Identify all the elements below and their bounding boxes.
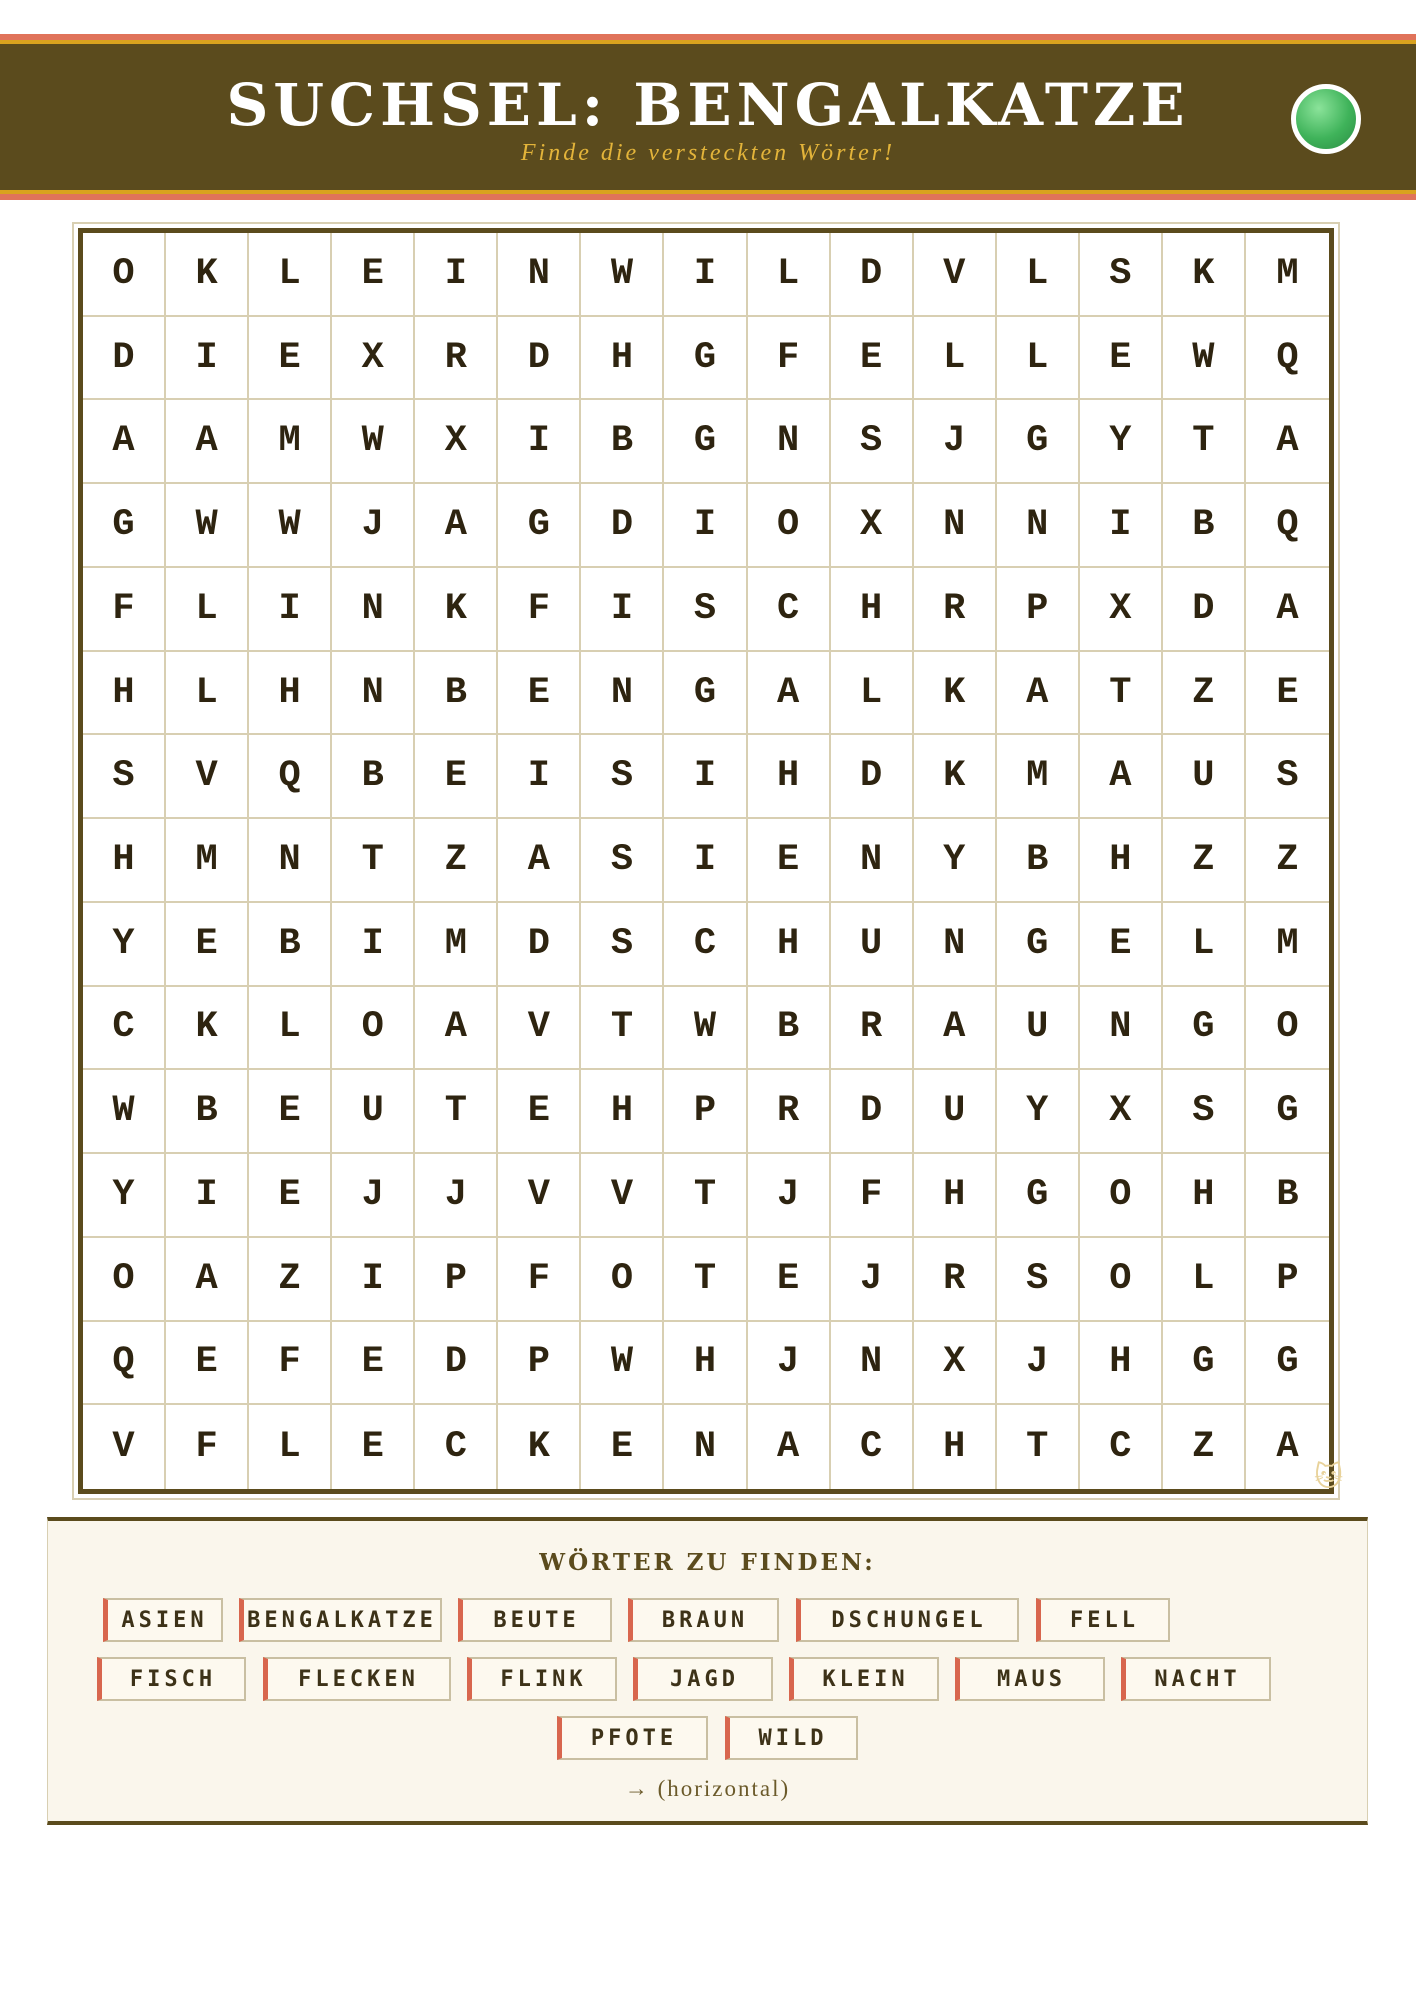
grid-cell[interactable]: M — [1246, 233, 1329, 317]
grid-cell[interactable]: S — [581, 735, 664, 819]
grid-cell[interactable]: U — [1163, 735, 1246, 819]
grid-cell[interactable]: H — [914, 1154, 997, 1238]
grid-cell[interactable]: L — [1163, 903, 1246, 987]
grid-cell[interactable]: E — [1080, 317, 1163, 401]
grid-cell[interactable]: I — [498, 735, 581, 819]
grid-cell[interactable]: I — [332, 1238, 415, 1322]
grid-cell[interactable]: E — [415, 735, 498, 819]
word-tag: DSCHUNGEL — [796, 1598, 1019, 1642]
grid-cell[interactable]: S — [581, 819, 664, 903]
grid-cell[interactable]: E — [748, 1238, 831, 1322]
grid-cell[interactable]: E — [748, 819, 831, 903]
grid-cell[interactable]: M — [415, 903, 498, 987]
grid-cell[interactable]: T — [332, 819, 415, 903]
grid-cell[interactable]: K — [415, 568, 498, 652]
grid-cell[interactable]: N — [1080, 987, 1163, 1071]
grid-cell[interactable]: Q — [1246, 484, 1329, 568]
grid-cell[interactable]: E — [332, 233, 415, 317]
grid-cell[interactable]: N — [748, 400, 831, 484]
grid-cell[interactable]: G — [997, 903, 1080, 987]
grid-cell[interactable]: H — [748, 735, 831, 819]
grid-cell[interactable]: G — [1163, 987, 1246, 1071]
word-tag: JAGD — [633, 1657, 773, 1701]
grid-cell[interactable]: N — [332, 568, 415, 652]
word-tag: WILD — [725, 1716, 858, 1760]
grid-cell[interactable]: R — [914, 1238, 997, 1322]
grid-cell[interactable]: B — [997, 819, 1080, 903]
grid-cell[interactable]: N — [664, 1405, 747, 1489]
grid-cell[interactable]: I — [166, 1154, 249, 1238]
grid-cell[interactable]: J — [914, 400, 997, 484]
grid-cell[interactable]: E — [332, 1405, 415, 1489]
grid-cell[interactable]: I — [664, 233, 747, 317]
grid-cell[interactable]: L — [166, 568, 249, 652]
grid-cell[interactable]: P — [664, 1070, 747, 1154]
grid-cell[interactable]: C — [1080, 1405, 1163, 1489]
grid-cell[interactable]: G — [997, 400, 1080, 484]
grid-cell[interactable]: V — [581, 1154, 664, 1238]
grid-cell[interactable]: R — [914, 568, 997, 652]
grid-cell[interactable]: W — [581, 233, 664, 317]
grid-cell[interactable]: I — [581, 568, 664, 652]
grid-cell[interactable]: E — [498, 1070, 581, 1154]
grid-cell[interactable]: J — [415, 1154, 498, 1238]
grid-cell[interactable]: I — [498, 400, 581, 484]
grid-cell[interactable]: I — [415, 233, 498, 317]
grid-cell[interactable]: E — [581, 1405, 664, 1489]
grid-cell[interactable]: G — [1246, 1322, 1329, 1406]
grid-cell[interactable]: I — [1080, 484, 1163, 568]
grid-cell[interactable]: G — [997, 1154, 1080, 1238]
grid-cell[interactable]: N — [914, 903, 997, 987]
grid-cell[interactable]: I — [332, 903, 415, 987]
grid-cell[interactable]: B — [249, 903, 332, 987]
grid-cell[interactable]: O — [748, 484, 831, 568]
grid-cell[interactable]: S — [581, 903, 664, 987]
grid-cell[interactable]: R — [415, 317, 498, 401]
grid-cell[interactable]: S — [997, 1238, 1080, 1322]
grid-cell[interactable]: X — [831, 484, 914, 568]
grid-cell[interactable]: J — [997, 1322, 1080, 1406]
grid-cell[interactable]: D — [498, 317, 581, 401]
grid-cell[interactable]: N — [581, 652, 664, 736]
grid-cell[interactable]: R — [831, 987, 914, 1071]
grid-cell[interactable]: A — [415, 484, 498, 568]
grid-cell[interactable]: T — [581, 987, 664, 1071]
grid-cell[interactable]: I — [249, 568, 332, 652]
word-tag: FISCH — [97, 1657, 246, 1701]
grid-cell[interactable]: K — [914, 652, 997, 736]
grid-cell[interactable]: G — [1163, 1322, 1246, 1406]
grid-cell[interactable]: F — [748, 317, 831, 401]
word-tag: KLEIN — [789, 1657, 939, 1701]
grid-cell[interactable]: E — [831, 317, 914, 401]
grid-cell[interactable]: N — [332, 652, 415, 736]
grid-cell[interactable]: A — [166, 400, 249, 484]
word-tag: MAUS — [955, 1657, 1105, 1701]
grid-cell[interactable]: L — [997, 317, 1080, 401]
grid-cell[interactable]: E — [249, 317, 332, 401]
grid-cell[interactable]: A — [498, 819, 581, 903]
grid-cell[interactable]: Y — [914, 819, 997, 903]
grid-cell[interactable]: W — [249, 484, 332, 568]
grid-cell[interactable]: Z — [1163, 1405, 1246, 1489]
grid-cell[interactable]: U — [914, 1070, 997, 1154]
grid-cell[interactable]: F — [498, 568, 581, 652]
grid-cell[interactable]: E — [166, 903, 249, 987]
grid-cell[interactable]: N — [914, 484, 997, 568]
grid-cell[interactable]: A — [1080, 735, 1163, 819]
grid-cell[interactable]: J — [332, 484, 415, 568]
word-tag: ASIEN — [103, 1598, 223, 1642]
grid-cell[interactable]: N — [249, 819, 332, 903]
grid-cell[interactable]: A — [914, 987, 997, 1071]
grid-cell[interactable]: B — [581, 400, 664, 484]
cat-icon: 🐱 — [1314, 1460, 1344, 1493]
grid-cell[interactable]: I — [664, 484, 747, 568]
grid-cell[interactable]: Z — [1163, 819, 1246, 903]
grid-cell[interactable]: S — [1246, 735, 1329, 819]
grid-cell[interactable]: B — [166, 1070, 249, 1154]
grid-cell[interactable]: C — [83, 987, 166, 1071]
grid-cell[interactable]: A — [1276, 1426, 1299, 1469]
grid-cell[interactable]: E — [166, 1322, 249, 1406]
grid-cell[interactable]: J — [332, 1154, 415, 1238]
grid-cell[interactable]: F — [83, 568, 166, 652]
grid-cell[interactable]: R — [748, 1070, 831, 1154]
grid-cell[interactable]: J — [831, 1238, 914, 1322]
grid-cell[interactable]: F — [831, 1154, 914, 1238]
grid-cell[interactable]: N — [831, 819, 914, 903]
grid-cell[interactable]: S — [664, 568, 747, 652]
grid-cell[interactable]: D — [415, 1322, 498, 1406]
grid-cell[interactable]: I — [664, 819, 747, 903]
grid-cell[interactable]: E — [1246, 652, 1329, 736]
grid-cell[interactable]: H — [914, 1405, 997, 1489]
grid-cell[interactable]: S — [831, 400, 914, 484]
grid-cell[interactable]: O — [1080, 1154, 1163, 1238]
word-tag: PFOTE — [557, 1716, 708, 1760]
letter-grid — [83, 233, 1329, 1489]
grid-cell[interactable]: S — [1080, 233, 1163, 317]
word-tag: BEUTE — [458, 1598, 612, 1642]
grid-cell[interactable]: H — [1080, 1322, 1163, 1406]
grid-cell[interactable]: T — [415, 1070, 498, 1154]
grid-cell[interactable]: H — [249, 652, 332, 736]
grid-cell[interactable]: P — [997, 568, 1080, 652]
word-tag: FLINK — [467, 1657, 617, 1701]
grid-cell[interactable]: E — [1080, 903, 1163, 987]
grid-cell[interactable]: B — [332, 735, 415, 819]
word-tag: NACHT — [1121, 1657, 1271, 1701]
grid-cell[interactable]: A — [1246, 400, 1329, 484]
grid-cell[interactable]: N — [831, 1322, 914, 1406]
grid-cell[interactable]: O — [1080, 1238, 1163, 1322]
grid-cell[interactable]: Z — [415, 819, 498, 903]
word-tag: BENGALKATZE — [239, 1598, 442, 1642]
grid-cell[interactable]: H — [581, 317, 664, 401]
grid-cell[interactable]: T — [664, 1154, 747, 1238]
grid-cell[interactable]: K — [498, 1405, 581, 1489]
grid-cell[interactable]: H — [83, 819, 166, 903]
grid-cell[interactable]: F — [166, 1405, 249, 1489]
grid-cell[interactable]: B — [748, 987, 831, 1071]
grid-cell[interactable]: O — [1246, 987, 1329, 1071]
grid-cell[interactable]: X — [914, 1322, 997, 1406]
grid-cell[interactable]: G — [83, 484, 166, 568]
grid-cell[interactable]: Y — [997, 1070, 1080, 1154]
word-tag: FLECKEN — [263, 1657, 451, 1701]
grid-cell[interactable]: K — [1163, 233, 1246, 317]
grid-cell[interactable]: Y — [83, 903, 166, 987]
page-title: SUCHSEL: BENGALKATZE — [226, 71, 1190, 139]
grid-cell[interactable]: T — [1080, 652, 1163, 736]
grid-cell[interactable]: Q — [249, 735, 332, 819]
grid-cell[interactable]: K — [914, 735, 997, 819]
grid-cell[interactable]: Z — [1246, 819, 1329, 903]
direction-legend: → (horizontal) — [624, 1776, 791, 1801]
grid-cell[interactable]: O — [83, 233, 166, 317]
grid-cell[interactable]: Z — [249, 1238, 332, 1322]
grid-cell[interactable]: D — [498, 903, 581, 987]
grid-cell[interactable]: A — [1246, 568, 1329, 652]
grid-cell[interactable]: W — [332, 400, 415, 484]
grid-cell[interactable]: V — [83, 1405, 166, 1489]
grid-cell[interactable]: C — [664, 903, 747, 987]
grid-cell[interactable]: D — [581, 484, 664, 568]
grid-cell[interactable]: A — [83, 400, 166, 484]
grid-cell[interactable]: L — [249, 987, 332, 1071]
grid-cell[interactable]: C — [831, 1405, 914, 1489]
grid-cell[interactable]: V — [166, 735, 249, 819]
grid-cell[interactable]: H — [83, 652, 166, 736]
grid-cell[interactable]: H — [581, 1070, 664, 1154]
grid-cell[interactable]: U — [332, 1070, 415, 1154]
grid-cell[interactable]: T — [664, 1238, 747, 1322]
grid-cell[interactable]: Z — [1163, 652, 1246, 736]
grid-cell[interactable]: G — [664, 317, 747, 401]
grid-cell[interactable]: D — [831, 233, 914, 317]
grid-cell[interactable]: M — [249, 400, 332, 484]
grid-cell[interactable]: M — [1246, 903, 1329, 987]
grid-cell[interactable]: E — [498, 652, 581, 736]
grid-cell[interactable]: N — [498, 233, 581, 317]
grid-cell[interactable]: A — [415, 987, 498, 1071]
grid-cell[interactable]: B — [1246, 1154, 1329, 1238]
grid-cell[interactable]: X — [332, 317, 415, 401]
word-tag: FELL — [1036, 1598, 1170, 1642]
words-heading: WÖRTER ZU FINDEN: — [539, 1549, 876, 1576]
grid-cell[interactable]: A — [166, 1238, 249, 1322]
grid-cell[interactable]: E — [249, 1154, 332, 1238]
grid-cell[interactable]: K — [166, 233, 249, 317]
grid-cell[interactable]: A — [748, 1405, 831, 1489]
grid-cell[interactable]: G — [1246, 1070, 1329, 1154]
grid-cell[interactable]: A — [997, 652, 1080, 736]
grid-cell[interactable]: S — [1163, 1070, 1246, 1154]
grid-cell[interactable]: Q — [1246, 317, 1329, 401]
grid-cell[interactable]: P — [498, 1322, 581, 1406]
words-panel — [47, 1517, 1368, 1825]
grid-cell[interactable]: X — [1080, 1070, 1163, 1154]
grid-cell[interactable]: Y — [1080, 400, 1163, 484]
grid-cell[interactable]: W — [83, 1070, 166, 1154]
grid-cell[interactable]: J — [748, 1322, 831, 1406]
grid-cell[interactable]: G — [664, 400, 747, 484]
grid-cell[interactable]: H — [748, 903, 831, 987]
grid-cell[interactable]: L — [997, 233, 1080, 317]
grid-cell[interactable]: D — [1163, 568, 1246, 652]
grid-cell[interactable]: O — [83, 1238, 166, 1322]
grid-cell[interactable]: L — [249, 1405, 332, 1489]
word-tag: BRAUN — [628, 1598, 779, 1642]
grid-cell[interactable]: V — [498, 1154, 581, 1238]
grid-cell[interactable]: I — [664, 735, 747, 819]
green-circle-icon — [1291, 84, 1361, 154]
grid-cell[interactable]: G — [664, 652, 747, 736]
grid-cell[interactable]: A — [748, 652, 831, 736]
grid-cell[interactable]: D — [831, 735, 914, 819]
grid-cell[interactable]: H — [1163, 1154, 1246, 1238]
grid-cell[interactable]: D — [831, 1070, 914, 1154]
grid-cell[interactable]: H — [831, 568, 914, 652]
grid-cell[interactable]: X — [415, 400, 498, 484]
grid-cell[interactable]: L — [1163, 1238, 1246, 1322]
grid-cell[interactable]: J — [748, 1154, 831, 1238]
grid-cell[interactable]: V — [498, 987, 581, 1071]
grid-cell[interactable]: V — [914, 233, 997, 317]
header-banner — [0, 34, 1416, 200]
grid-cell[interactable]: W — [1163, 317, 1246, 401]
grid-cell[interactable]: M — [997, 735, 1080, 819]
grid-cell[interactable]: G — [498, 484, 581, 568]
grid-cell[interactable]: X — [1080, 568, 1163, 652]
grid-cell[interactable]: O — [581, 1238, 664, 1322]
grid-cell[interactable]: T — [997, 1405, 1080, 1489]
grid-cell[interactable]: S — [83, 735, 166, 819]
grid-cell[interactable]: P — [415, 1238, 498, 1322]
grid-cell[interactable]: E — [332, 1322, 415, 1406]
grid-cell[interactable]: M — [166, 819, 249, 903]
grid-cell[interactable]: K — [166, 987, 249, 1071]
grid-cell[interactable]: W — [166, 484, 249, 568]
grid-cell[interactable]: N — [997, 484, 1080, 568]
grid-cell[interactable]: B — [415, 652, 498, 736]
grid-cell[interactable]: F — [498, 1238, 581, 1322]
grid-cell[interactable]: U — [997, 987, 1080, 1071]
grid-cell[interactable]: C — [415, 1405, 498, 1489]
grid-cell[interactable]: Q — [83, 1322, 166, 1406]
grid-cell[interactable]: U — [831, 903, 914, 987]
grid-cell[interactable]: W — [581, 1322, 664, 1406]
grid-cell[interactable]: L — [166, 652, 249, 736]
grid-cell[interactable]: L — [249, 233, 332, 317]
grid-cell[interactable]: W — [664, 987, 747, 1071]
grid-cell[interactable]: C — [748, 568, 831, 652]
grid-cell[interactable]: H — [664, 1322, 747, 1406]
grid-cell[interactable]: L — [914, 317, 997, 401]
grid-cell[interactable]: F — [249, 1322, 332, 1406]
grid-cell[interactable]: L — [748, 233, 831, 317]
grid-cell[interactable]: P — [1246, 1238, 1329, 1322]
grid-cell[interactable]: E — [249, 1070, 332, 1154]
grid-cell[interactable]: D — [83, 317, 166, 401]
grid-cell[interactable]: H — [1080, 819, 1163, 903]
grid-cell[interactable]: T — [1163, 400, 1246, 484]
grid-cell[interactable]: O — [332, 987, 415, 1071]
page-subtitle: Finde die versteckten Wörter! — [520, 140, 896, 166]
grid-cell[interactable]: Y — [83, 1154, 166, 1238]
grid-cell[interactable]: L — [831, 652, 914, 736]
grid-cell[interactable]: I — [166, 317, 249, 401]
grid-cell[interactable]: B — [1163, 484, 1246, 568]
